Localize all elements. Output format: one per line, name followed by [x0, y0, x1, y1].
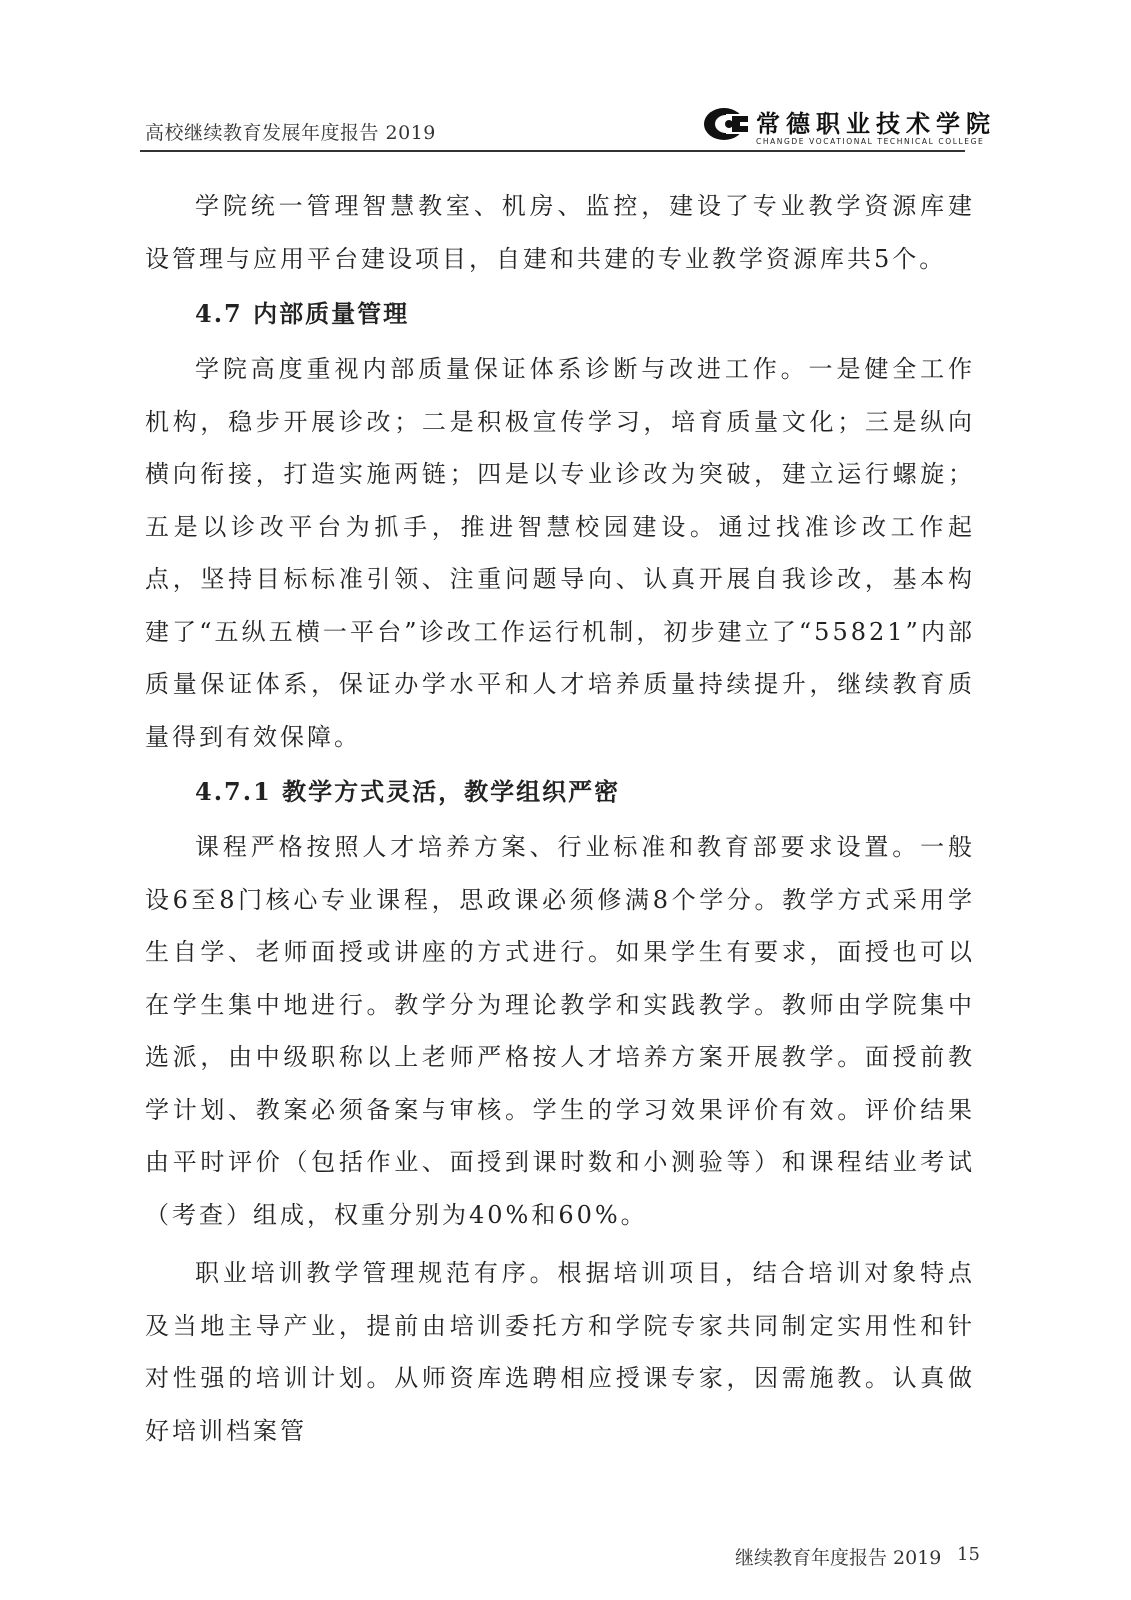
page-body — [145, 180, 975, 1457]
intro-paragraph: 学院统一管理智慧教室、机房、监控，建设了专业教学资源库建设管理与应用平台建设项目，自建和共建的专业教学资源库共5个。 — [145, 192, 975, 273]
running-header-title: 高校继续教育发展年度报告 2019 — [145, 122, 436, 144]
running-footer-title: 继续教育年度报告 2019 — [735, 1547, 942, 1569]
section-4-7-1-paragraph-2: 职业培训教学管理规范有序。根据培训项目，结合培训对象特点及当地主导产业，提前由培训委托方和学院专家共同制定实用性和针对性强的培训计划。从师资库选聘相应授课专家，因需施教。认真做好培训档案管 — [145, 1259, 975, 1445]
section-4-7-1-paragraph-1: 课程严格按照人才培养方案、行业标准和教育部要求设置。一般设6至8门核心专业课程，思政课必须修满8个学分。教学方式采用学生自学、老师面授或讲座的方式进行。如果学生有要求，面授也可以在学生集中地进行。教学分为理论教学和实践教学。教师由学院集中选派，由中级职称以上老师严格按人才培养方案开展教学。面授前教学计划、教案必须备案与审核。学生的学习效果评价有效。评价结果由平时评价（包括作业、面授到课时数和小测验等）和课程结业考试（考查）组成，权重分别为40%和60%。 — [145, 833, 975, 1229]
section-heading-4-7-1: 4.7.1 教学方式灵活，教学组织严密 — [195, 777, 621, 806]
page-number: 15 — [957, 1544, 980, 1565]
college-name-en: CHANGDE VOCATIONAL TECHNICAL COLLEGE — [756, 137, 985, 146]
header-divider — [140, 150, 965, 152]
college-emblem-icon — [702, 106, 752, 142]
college-name-cn: 常德职业技术学院 — [756, 109, 996, 138]
section-4-7-paragraph: 学院高度重视内部质量保证体系诊断与改进工作。一是健全工作机构，稳步开展诊改；二是积极宣传学习，培育质量文化；三是纵向横向衔接，打造实施两链；四是以专业诊改为突破，建立运行螺旋；五是以诊改平台为抓手，推进智慧校园建设。通过找准诊改工作起点，坚持目标标准引领、注重问题导向、认真开展自我诊改，基本构建了“五纵五横一平台”诊改工作运行机制，初步建立了“55821”内部质量保证体系，保证办学水平和人才培养质量持续提升，继续教育质量得到有效保障。 — [145, 355, 975, 751]
college-logo — [702, 104, 996, 148]
section-heading-4-7: 4.7 内部质量管理 — [195, 299, 410, 328]
